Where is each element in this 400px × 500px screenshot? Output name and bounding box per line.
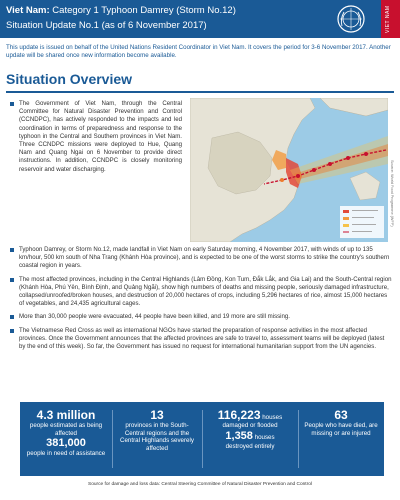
stat-houses [206, 408, 294, 450]
country-tab-label: VIET NAM [385, 5, 391, 33]
section-title: Situation Overview [6, 71, 133, 87]
bullet-list-column [10, 100, 182, 174]
stat-value: 13 [150, 408, 164, 422]
stat-value: 4.3 million [36, 408, 96, 422]
stat-casualties [302, 408, 380, 437]
stat-value: 1,358 [225, 429, 253, 442]
stat-divider [298, 410, 299, 468]
stat-divider [202, 410, 203, 468]
bullet-item: The Government of Viet Nam, through the Central Committee for Natural Disaster Prevention and Control (CCNDPC), has actively responded to the impacts and led coordination in terms of preparedness and response to the typhoon in the Central and Southern provinces in Viet Nam. Three CCNDPC missions were deployed to Hue, Quang Nam and Quang Ngai on 6 November to provide direct instructions. In addition, CCNDPC is closely monitoring reservoir and water discharging. [10, 100, 182, 174]
map-source-credit: Source: World Food Programme (WFP) [390, 160, 394, 227]
bullet-item: Typhoon Damrey, or Storm No.12, made landfall in Viet Nam on early Saturday morning, 4 November 2017, with winds of up to 135 km/hour, 500 km south of Nha Trang (Khánh Hòa province), and is expected to be one of the worst storms to strike the country's southern coastal region in years. [10, 246, 392, 271]
data-source-note: Source for damage and loss data: Central Steering Committee of Natural Disaster Prevention and Control [88, 482, 312, 487]
bullet-item: More than 30,000 people were evacuated, 44 people have been killed, and 19 more are still missing. [10, 313, 392, 321]
header-banner [0, 0, 400, 38]
stat-value: 116,223 [217, 408, 261, 422]
bullet-item: The Vietnamese Red Cross as well as international NGOs have started the preparation of response activities in the most affected provinces. Once the Government announces that the affected provinces are safe to travel to, assessment teams will be deployed (latest by the end of this week). So far, the Government has issued no request for international humanitarian support from the UN agencies. [10, 327, 392, 352]
section-divider [6, 91, 394, 93]
report-title: Viet Nam: Category 1 Typhoon Damrey (Storm No.12) [6, 5, 236, 16]
stat-value: 63 [334, 408, 348, 422]
stat-value: 381,000 [46, 437, 86, 450]
stat-label: destroyed entirely [225, 442, 275, 450]
report-subtitle: Situation Update No.1 (as of 6 November 2017) [6, 20, 207, 31]
bullet-list-full [10, 246, 392, 351]
stat-affected [24, 408, 108, 458]
stat-label: damaged or flooded [222, 422, 278, 429]
country-tab [381, 0, 400, 38]
stat-label: people estimated as being affected [29, 422, 103, 437]
stat-provinces [116, 408, 198, 452]
stat-label: provinces in the South-Central regions and the Central Highlands severely affected [120, 422, 194, 452]
intro-note: This update is issued on behalf of the United Nations Resident Coordinator in Viet Nam. It covers the period for 3-6 November 2017. Another update will be shared once new information become available. [6, 44, 391, 59]
un-logo-icon [336, 4, 366, 34]
bullet-item: The most affected provinces, including in the Central Highlands (Lâm Đồng, Kon Tum, Đắk Lắk, and Gia Lai) and the South-Central region (Khánh Hòa, Phú Yên, Bình Định, and Quảng Ngãi), show high numbers of deaths and missing people, seriously damaged infrastructure, collapsed/unroofed/broken houses, and destruction of 20,000 hectares of crops, including 5,296 hectares of rice, almost 15,000 hectares of vegetables, and 24,435 agricultural cages. [10, 276, 392, 309]
key-figures-panel [20, 402, 384, 476]
stat-label: people in need of assistance [26, 450, 106, 458]
stat-unit: houses [260, 414, 283, 421]
stat-unit: houses [252, 433, 275, 441]
stat-label: People who have died, are missing or are injured [304, 422, 378, 437]
typhoon-track-map [190, 98, 388, 242]
stat-divider [112, 410, 113, 468]
